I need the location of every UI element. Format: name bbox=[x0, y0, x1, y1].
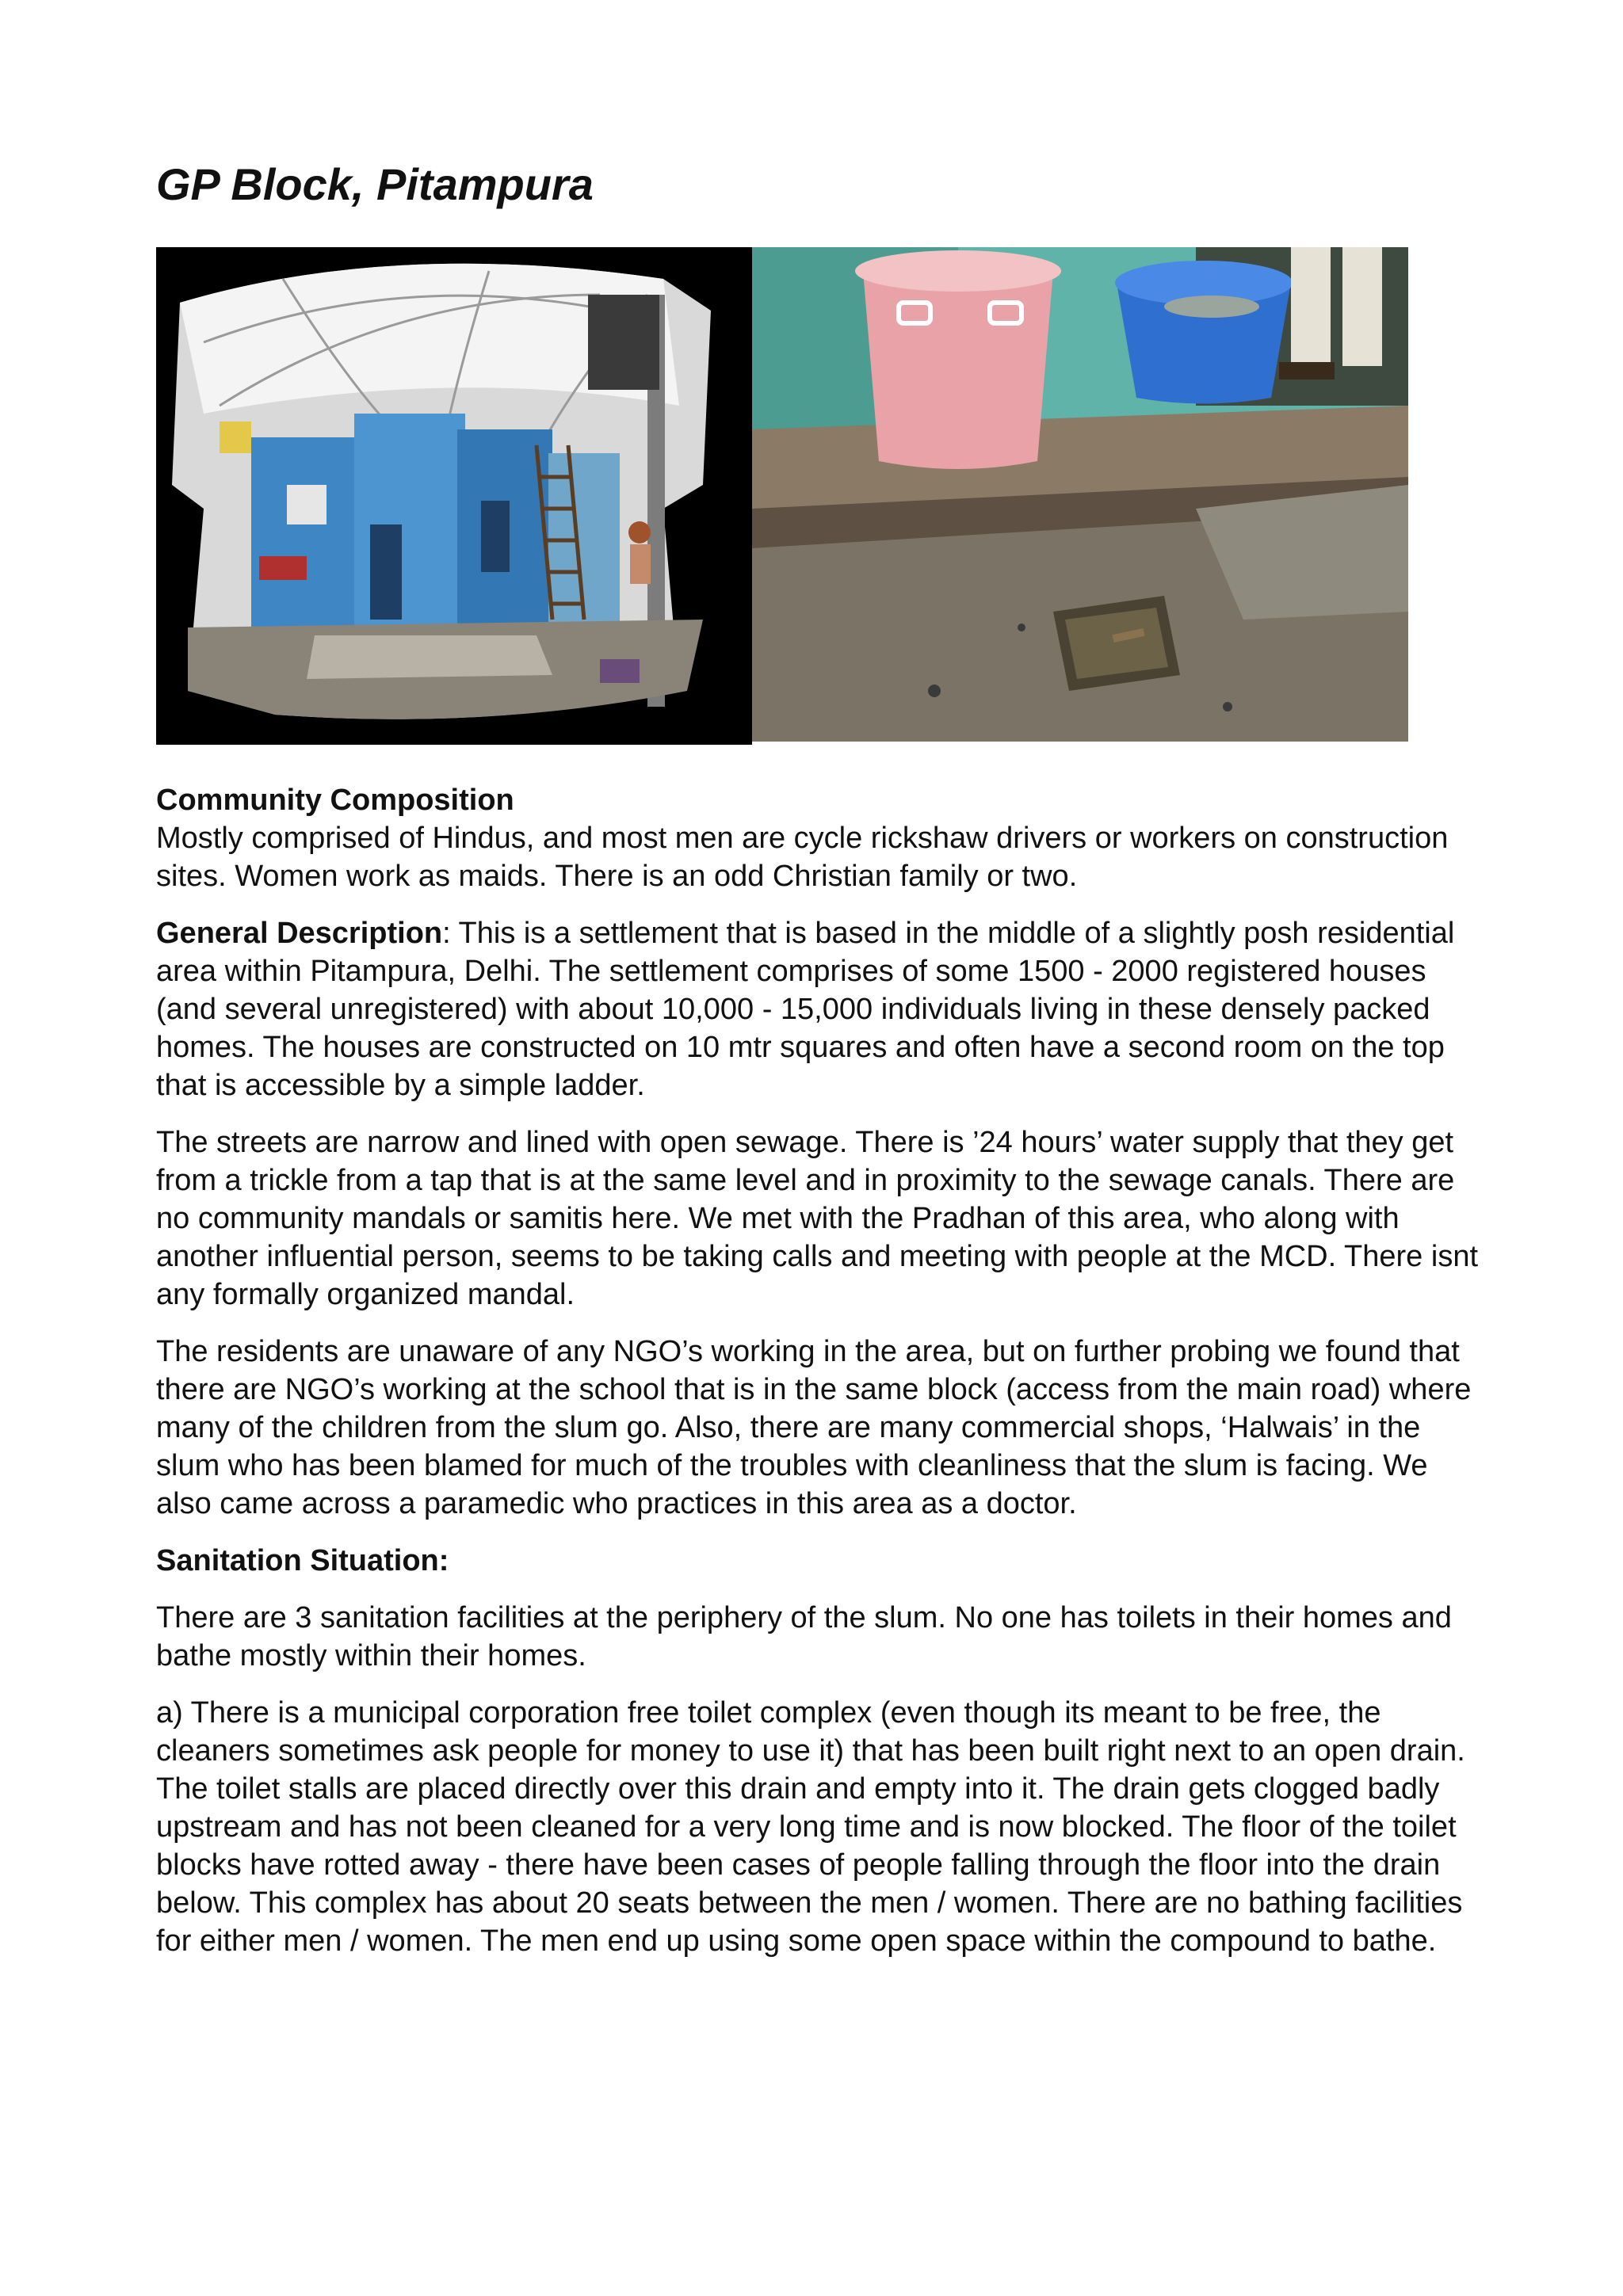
body-text bbox=[156, 781, 1487, 1979]
community-body: Mostly comprised of Hindus, and most men are cycle rickshaw drivers or workers on construction sites. Women work as maids. There is an odd Christian family or two. bbox=[156, 822, 1449, 893]
general-heading: General Description bbox=[156, 917, 443, 950]
page-title: GP Block, Pitampura bbox=[156, 159, 594, 209]
general-body: : This is a settlement that is based in the middle of a slightly posh residential area within Pitampura, Delhi. The settlement comprises of some 1500 - 2000 registered houses (and several unregistered) with about 10,000 - 15,000 individuals living in these densely packed homes. The houses are constructed on 10 mtr squares and often have a second room on the top that is accessible by a simple ladder. bbox=[156, 917, 1455, 1102]
community-heading: Community Composition bbox=[156, 784, 514, 817]
ngo-paragraph: The residents are unaware of any NGO’s working in the area, but on further probing we found that there are NGO’s working at the school that is in the same block (access from the main road) where many of the children from the slum go. Also, there are many commercial shops, ‘Halwais’ in the slum who has been blamed for much of the troubles with cleanliness that the slum is facing. We also came across a paramedic who practices in this area as a doctor. bbox=[156, 1335, 1472, 1520]
photo-strip bbox=[156, 247, 1408, 745]
sanitation-intro-paragraph: There are 3 sanitation facilities at the periphery of the slum. No one has toilets in their homes and bathe mostly within their homes. bbox=[156, 1601, 1452, 1672]
community-paragraph bbox=[156, 781, 1487, 895]
sanitation-heading: Sanitation Situation: bbox=[156, 1544, 449, 1577]
sanitation-a-paragraph: a) There is a municipal corporation free toilet complex (even though its meant to be free, the cleaners sometimes ask people for money to use it) that has been built right next to an open drain. The toilet stalls are placed directly over this drain and empty into it. The drain gets clogged badly upstream and has not been cleaned for a very long time and is now blocked. The floor of the toilet blocks have rotted away - there have been cases of people falling through the floor into the drain below. This complex has about 20 seats between the men / women. There are no bathing facilities for either men / women. The men end up using some open space within the compound to bathe. bbox=[156, 1696, 1465, 1958]
general-paragraph bbox=[156, 914, 1487, 1104]
streets-paragraph: The streets are narrow and lined with open sewage. There is ’24 hours’ water supply that they get from a trickle from a tap that is at the same level and in proximity to the sewage canals. There are no community mandals or samitis here. We met with the Pradhan of this area, who along with another influential person, seems to be taking calls and meeting with people at the MCD. There isnt any formally organized mandal. bbox=[156, 1126, 1479, 1311]
slum-street-photo bbox=[156, 247, 752, 745]
drain-buckets-photo bbox=[752, 247, 1408, 742]
